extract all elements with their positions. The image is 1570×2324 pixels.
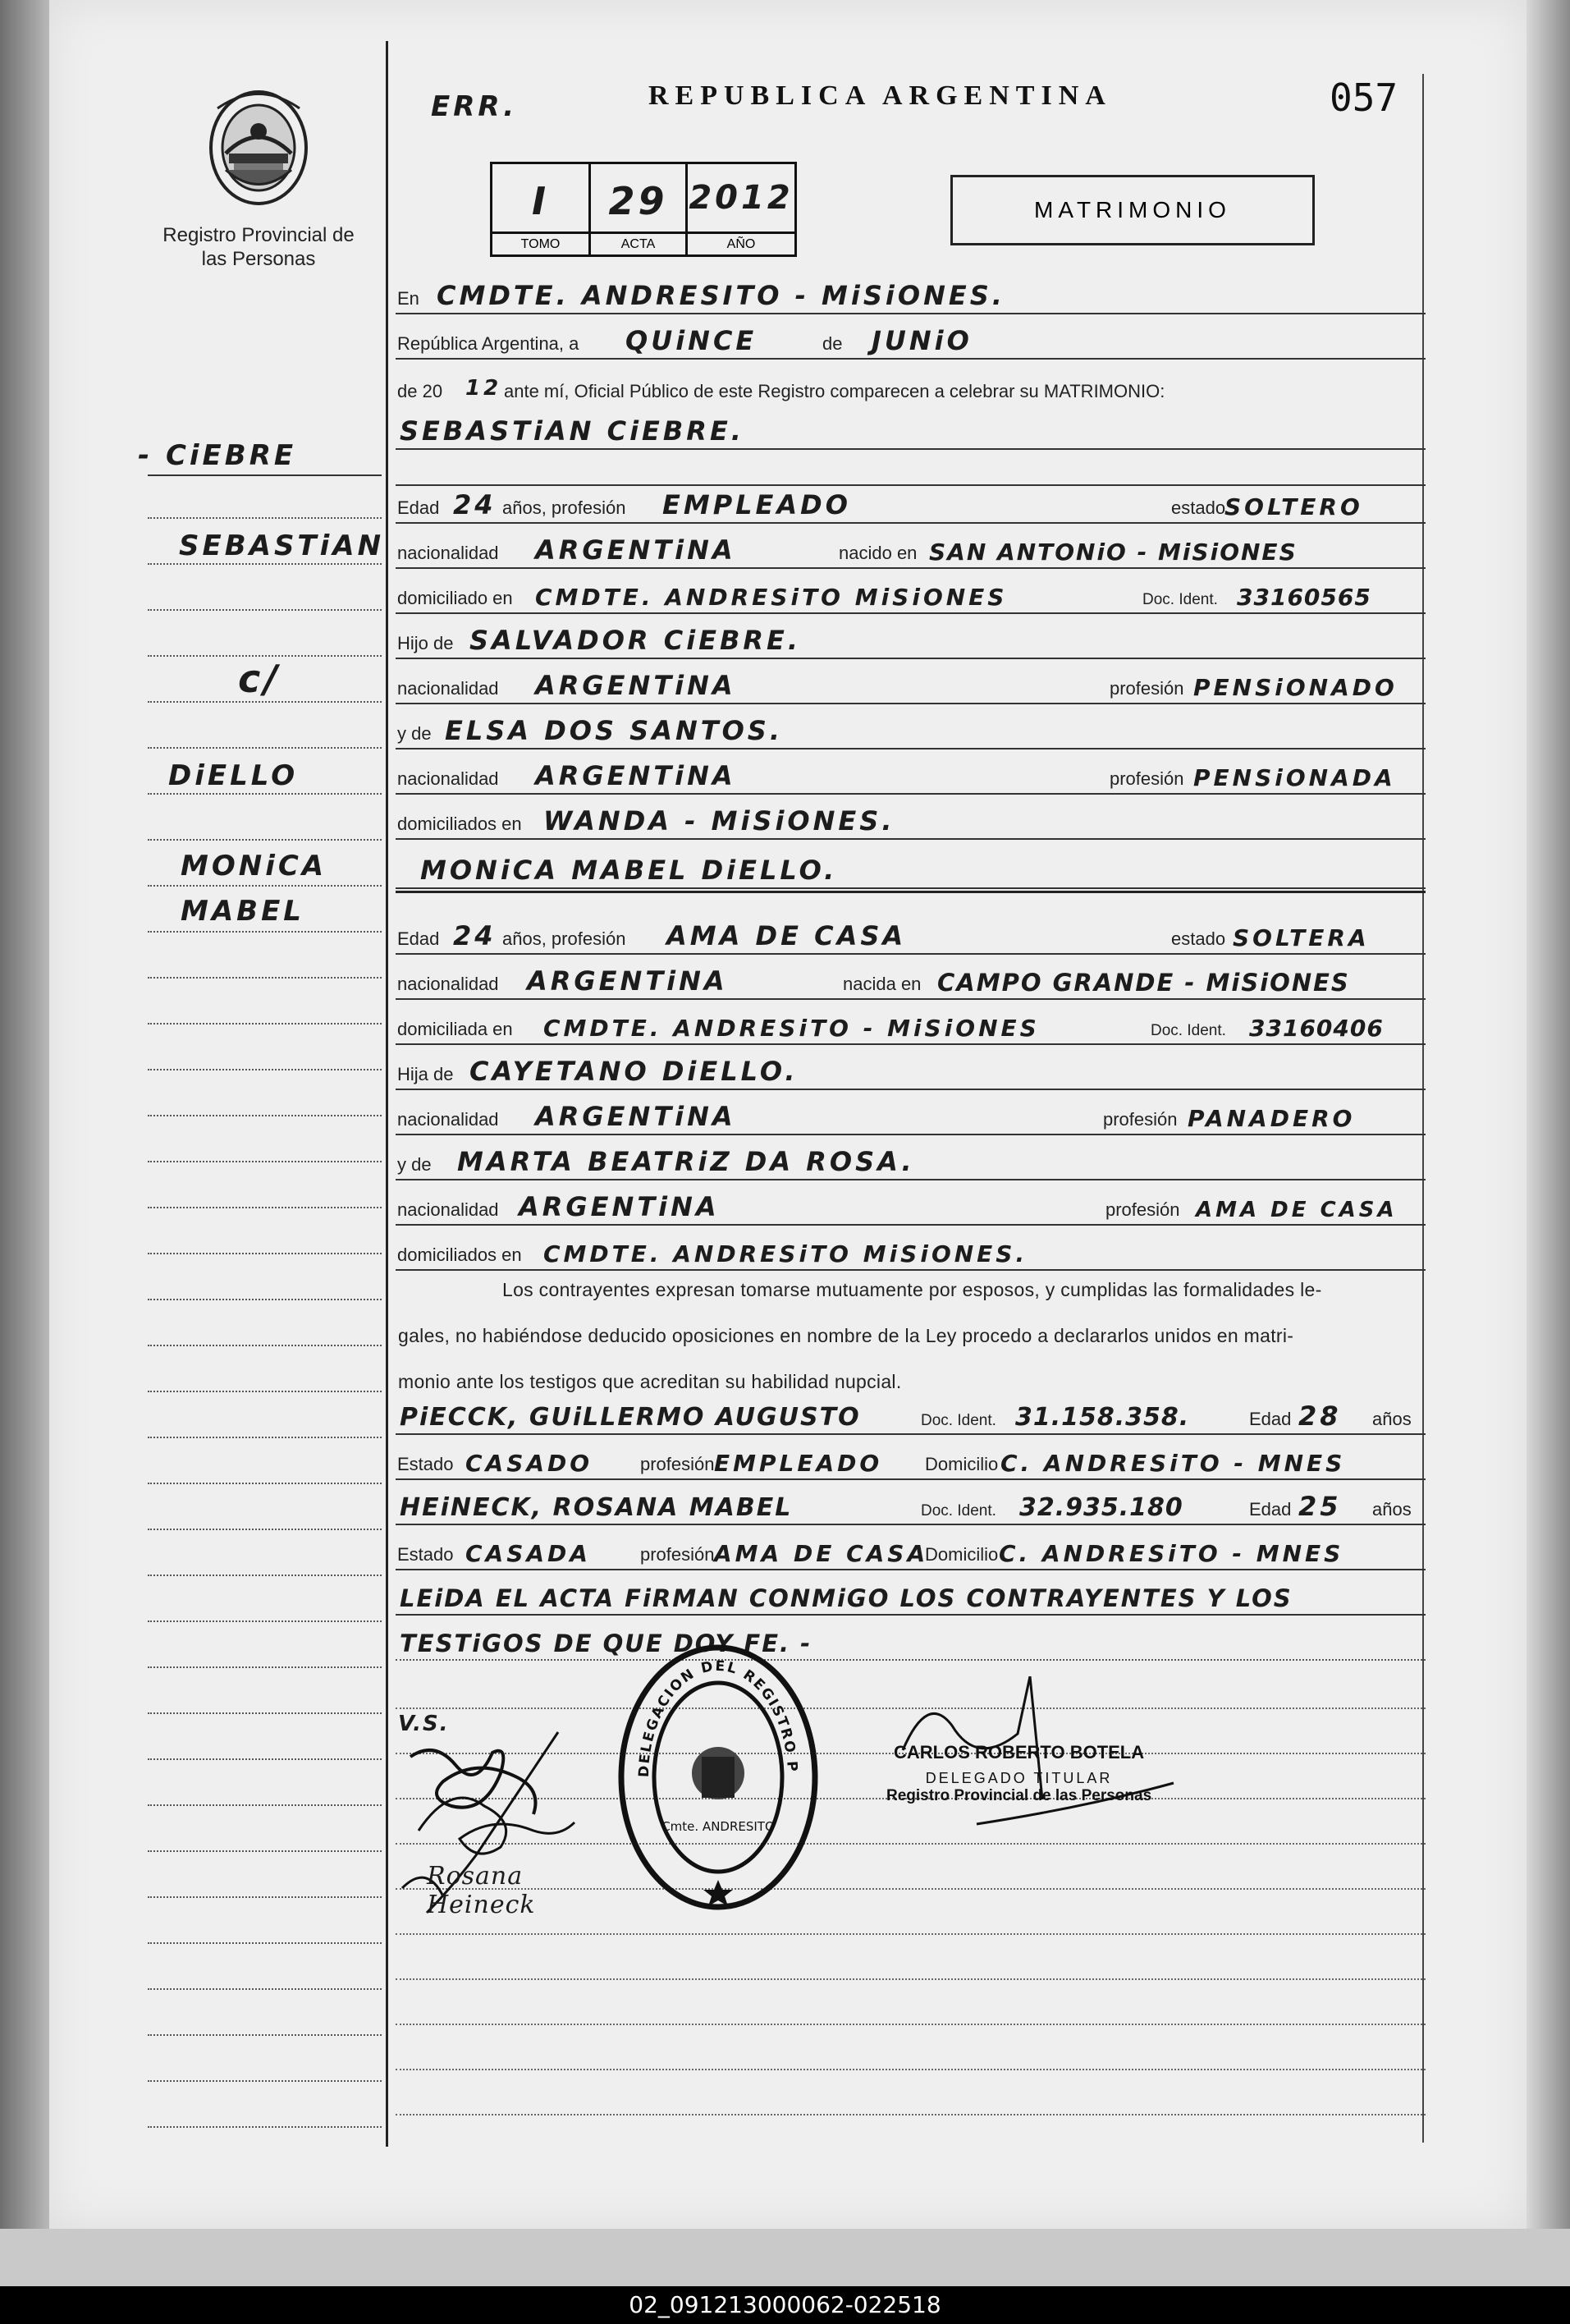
margin-dotted-line <box>148 1483 382 1484</box>
value-spouse1-name: SEBASTiAN CiEBRE. <box>400 415 744 447</box>
label-edad: Edad <box>1249 1499 1292 1520</box>
value-spouse1-mother-profession: PENSiONADA <box>1193 764 1396 791</box>
label-de-month: de <box>822 333 843 354</box>
label-nacido-en: nacido en <box>839 543 918 563</box>
value-spouse1-mother-nationality: ARGENTiNA <box>535 760 736 791</box>
acta-cell <box>591 164 688 254</box>
value-spouse1-domicile: CMDTE. ANDRESiTO MiSiONES <box>535 584 1008 611</box>
label-domiciliada-en: domiciliada en <box>397 1019 513 1039</box>
margin-dotted-line <box>148 1069 382 1070</box>
label-estado: Estado <box>397 1454 454 1474</box>
witness-signatures <box>378 1707 632 1941</box>
ruled-line <box>396 2024 1426 2025</box>
ruled-line <box>396 2069 1426 2070</box>
value-spouse1-profession: EMPLEADO <box>662 489 851 520</box>
label-doc-ident: Doc. Ident. <box>921 1412 996 1429</box>
value-witness1-age: 28 <box>1298 1400 1342 1432</box>
margin-dotted-line <box>148 1896 382 1898</box>
label-estado: Estado <box>397 1544 454 1565</box>
margin-spouse2-surname: DiELLO <box>168 759 299 792</box>
row-place <box>396 280 1426 316</box>
margin-dotted-line <box>148 609 382 611</box>
row-spouse1-dom <box>396 583 1426 616</box>
page-number: 057 <box>1330 76 1398 120</box>
row-spouse1-name <box>396 415 1426 452</box>
margin-dotted-line <box>148 1207 382 1208</box>
value-month: JUNiO <box>872 325 973 356</box>
value-closing-1: LEiDA EL ACTA FiRMAN CONMiGO LOS CONTRAYENTES Y LOS <box>400 1584 1293 1612</box>
margin-dotted-line <box>148 1529 382 1530</box>
margin-dotted-line <box>148 1712 382 1714</box>
margin-spouse2-name2: MABEL <box>181 895 304 928</box>
label-ante-mi: ante mí, Oficial Público de este Registro comparecen a celebrar su MATRIMONIO: <box>504 381 1165 401</box>
value-place: CMDTE. ANDRESITO - MiSiONES. <box>437 280 1005 311</box>
row-date <box>396 325 1426 361</box>
value-spouse2-mother: MARTA BEATRiZ DA ROSA. <box>457 1146 915 1177</box>
value-spouse2-father-nationality: ARGENTiNA <box>535 1101 736 1132</box>
value-witness1-name: PiECCK, GUiLLERMO AUGUSTO <box>400 1403 861 1432</box>
value-witness2-profession: AMA DE CASA <box>714 1540 929 1567</box>
label-domiciliados-en: domiciliados en <box>397 814 522 834</box>
value-witness2-status: CASADA <box>465 1540 591 1567</box>
value-spouse1-nationality: ARGENTiNA <box>535 534 736 566</box>
label-doc-ident: Doc. Ident. <box>921 1502 996 1520</box>
label-profesion: profesión <box>1105 1199 1180 1220</box>
vs-mark: V.S. <box>398 1712 450 1736</box>
label-profesion: profesión <box>1110 678 1184 699</box>
label-domicilio: Domicilio <box>925 1454 999 1474</box>
value-spouse2-name: MONiCA MABEL DiELLO. <box>420 855 838 886</box>
page-edge <box>1527 0 1570 2282</box>
label-nacida-en: nacida en <box>843 974 922 994</box>
margin-dotted-line <box>148 1988 382 1990</box>
value-spouse2-nationality: ARGENTiNA <box>527 965 728 997</box>
value-spouse2-age: 24 <box>453 920 497 951</box>
row-spouse2-age <box>396 920 1426 956</box>
value-witness1-profession: EMPLEADO <box>714 1450 883 1477</box>
margin-dotted-line <box>148 931 382 933</box>
row-spouse2-father-nat <box>396 1101 1426 1137</box>
label-nacionalidad: nacionalidad <box>397 1109 499 1130</box>
official-org: Registro Provincial de las Personas <box>886 1787 1152 1804</box>
row-spouse2-mother <box>396 1146 1426 1182</box>
margin-dotted-line <box>148 2080 382 2082</box>
margin-dotted-line <box>148 1023 382 1024</box>
label-anios-profesion: años, profesión <box>502 928 626 949</box>
acta-value: 29 <box>608 179 668 223</box>
reference-code: ERR. <box>431 90 518 123</box>
value-day: QUiNCE <box>625 325 758 356</box>
value-spouse1-father: SALVADOR CiEBRE. <box>469 625 802 656</box>
label-anios-profesion: años, profesión <box>502 497 626 518</box>
row-spouse2-dom <box>396 1014 1426 1047</box>
value-witness1-doc: 31.158.358. <box>1015 1403 1190 1432</box>
signature-name: Rosana Heineck <box>427 1862 536 1919</box>
label-nacionalidad: nacionalidad <box>397 974 499 994</box>
row-spouse2-nat <box>396 965 1426 1002</box>
official-title: DELEGADO TITULAR <box>925 1770 1113 1786</box>
value-spouse1-father-profession: PENSiONADO <box>1193 674 1398 701</box>
row-spouse2-mother-nat <box>396 1191 1426 1227</box>
margin-spouse1-surname: - CiEBRE <box>138 439 297 472</box>
value-spouse1-mother: ELSA DOS SANTOS. <box>445 715 783 746</box>
margin-dotted-line <box>148 1253 382 1254</box>
margin-dotted-line <box>148 1850 382 1852</box>
row-spouse2-father <box>396 1056 1426 1092</box>
value-spouse2-status: SOLTERA <box>1233 924 1370 951</box>
anio-label: AÑO <box>688 231 794 254</box>
label-nacionalidad: nacionalidad <box>397 1199 499 1220</box>
margin-dotted-line <box>148 977 382 979</box>
row-closing-2 <box>396 1630 1426 1662</box>
label-estado: estado <box>1171 497 1226 518</box>
label-edad: Edad <box>1249 1409 1292 1429</box>
label-profesion: profesión <box>640 1454 715 1474</box>
label-en: En <box>397 288 419 309</box>
margin-dotted-line <box>148 2034 382 2036</box>
value-spouse2-father-profession: PANADERO <box>1188 1105 1356 1132</box>
org-name: Registro Provincial de las Personas <box>162 224 355 270</box>
value-spouse2-father: CAYETANO DiELLO. <box>469 1056 799 1087</box>
anio-value: 2012 <box>689 179 794 217</box>
label-domiciliado-en: domiciliado en <box>397 588 513 608</box>
margin-dotted-line <box>148 563 382 565</box>
margin-dotted-line <box>148 1804 382 1806</box>
value-spouse2-birthplace: CAMPO GRANDE - MiSiONES <box>937 969 1350 997</box>
label-edad: Edad <box>397 928 440 949</box>
row-spouse1-age <box>396 489 1426 525</box>
row-witness2 <box>396 1491 1426 1527</box>
row-rule <box>396 484 1426 486</box>
label-edad: Edad <box>397 497 440 518</box>
label-domicilio: Domicilio <box>925 1544 999 1565</box>
label-estado: estado <box>1171 928 1226 949</box>
row-closing-1 <box>396 1584 1426 1617</box>
margin-dotted-line <box>148 655 382 657</box>
seal-icon <box>616 1642 821 1913</box>
value-witness1-domicile: C. ANDRESiTO - MNES <box>1000 1450 1346 1477</box>
margin-dotted-line <box>148 1666 382 1668</box>
row-spouse1-father-nat <box>396 670 1426 706</box>
value-spouse1-status: SOLTERO <box>1224 493 1363 520</box>
official-signature-block <box>886 1742 1151 1805</box>
value-spouse2-profession: AMA DE CASA <box>666 920 907 951</box>
label-domiciliados-en: domiciliados en <box>397 1245 522 1265</box>
margin-dotted-line <box>148 839 382 841</box>
label-anios: años <box>1372 1499 1412 1520</box>
label-profesion: profesión <box>640 1544 715 1565</box>
margin-dotted-line <box>148 1758 382 1760</box>
section-rule <box>396 891 1426 893</box>
official-stamp <box>616 1642 821 1917</box>
margin-dotted-line <box>148 1942 382 1944</box>
label-anios: años <box>1372 1409 1412 1429</box>
value-year-suffix: 12 <box>465 376 502 401</box>
label-nacionalidad: nacionalidad <box>397 678 499 699</box>
row-spouse1-mother <box>396 715 1426 751</box>
margin-dotted-line <box>148 1437 382 1438</box>
value-spouse1-age: 24 <box>453 489 497 520</box>
value-spouse1-parents-domicile: WANDA - MiSiONES. <box>543 805 895 837</box>
row-witness2-details <box>396 1539 1426 1572</box>
label-nacionalidad: nacionalidad <box>397 543 499 563</box>
margin-dotted-line <box>148 701 382 703</box>
label-nacionalidad: nacionalidad <box>397 768 499 789</box>
ruled-line <box>396 2114 1426 2115</box>
value-witness2-doc: 32.935.180 <box>1019 1493 1183 1522</box>
row-parents2-dom <box>396 1240 1426 1272</box>
value-witness2-domicile: C. ANDRESiTO - MNES <box>999 1540 1344 1567</box>
tomo-label: TOMO <box>492 231 588 254</box>
margin-rule <box>148 474 382 476</box>
margin-dotted-line <box>148 517 382 519</box>
row-spouse1-nat <box>396 534 1426 571</box>
row-parents1-dom <box>396 805 1426 841</box>
label-doc-ident: Doc. Ident. <box>1151 1022 1226 1039</box>
margin-dotted-line <box>148 885 382 887</box>
value-spouse1-father-nationality: ARGENTiNA <box>535 670 736 701</box>
label-hijo-de: Hijo de <box>397 633 454 653</box>
tomo-cell <box>492 164 591 254</box>
scan-bottom-margin <box>0 2229 1570 2286</box>
margin-dotted-line <box>148 2126 382 2128</box>
value-spouse1-birthplace: SAN ANTONiO - MiSiONES <box>929 539 1298 566</box>
row-spouse2-name <box>396 855 1426 891</box>
value-spouse2-parents-domicile: CMDTE. ANDRESiTO MiSiONES. <box>543 1240 1028 1267</box>
value-spouse2-doc: 33160406 <box>1249 1015 1384 1042</box>
margin-dotted-line <box>148 793 382 795</box>
label-y-de: y de <box>397 723 432 744</box>
value-witness2-age: 25 <box>1298 1491 1342 1522</box>
value-spouse1-doc: 33160565 <box>1237 584 1371 611</box>
margin-spouse2-name1: MONiCA <box>181 850 327 882</box>
value-spouse2-domicile: CMDTE. ANDRESiTO - MiSiONES <box>543 1015 1040 1042</box>
value-spouse2-mother-nationality: ARGENTiNA <box>519 1191 720 1222</box>
province-emblem <box>201 84 316 211</box>
margin-spouse1-name: SEBASTiAN <box>179 529 385 562</box>
stamp-center-text: Cmte. ANDRESITO <box>661 1819 775 1834</box>
anio-cell <box>688 164 794 254</box>
tomo-value: I <box>531 179 550 223</box>
country-title: REPUBLICA ARGENTINA <box>648 80 1112 111</box>
value-spouse2-mother-profession: AMA DE CASA <box>1196 1198 1398 1222</box>
label-profesion: profesión <box>1103 1109 1178 1130</box>
row-witness1 <box>396 1400 1426 1437</box>
label-doc-ident: Doc. Ident. <box>1142 591 1218 608</box>
row-spouse1-mother-nat <box>396 760 1426 796</box>
value-witness1-status: CASADO <box>465 1450 593 1477</box>
margin-dotted-line <box>148 1115 382 1116</box>
label-republica: República Argentina, a <box>397 333 579 354</box>
record-type: MATRIMONIO <box>950 175 1315 245</box>
scan-id: 02_091213000062-022518 <box>0 2286 1570 2324</box>
declaration-line-2: gales, no habiéndose deducido oposiciones en nombre de la Ley procedo a declararlos unidos en matri- <box>398 1325 1294 1346</box>
declaration-line-1: Los contrayentes expresan tomarse mutuamente por esposos, y cumplidas las formalidades le- <box>502 1279 1322 1300</box>
margin-dotted-line <box>148 1161 382 1162</box>
margin-dotted-line <box>148 747 382 749</box>
value-closing-2: TESTiGOS DE QUE DOY FE. - <box>400 1630 812 1657</box>
label-hija-de: Hija de <box>397 1064 454 1084</box>
label-y-de: y de <box>397 1154 432 1175</box>
acta-label: ACTA <box>591 231 685 254</box>
declaration-line-3: monio ante los testigos que acreditan su habilidad nupcial. <box>398 1371 902 1392</box>
margin-connector: c/ <box>238 657 282 701</box>
registry-box <box>490 162 797 257</box>
value-witness2-name: HEiNECK, ROSANA MABEL <box>400 1493 793 1522</box>
official-name: CARLOS ROBERTO BOTELA <box>893 1742 1145 1762</box>
margin-dotted-line <box>148 1345 382 1346</box>
row-spouse1-father <box>396 625 1426 661</box>
margin-dotted-line <box>148 1391 382 1392</box>
row-witness1-details <box>396 1449 1426 1482</box>
row-year <box>396 376 1426 409</box>
book-spine <box>0 0 49 2229</box>
coat-of-arms-icon <box>201 84 316 207</box>
margin-dotted-line <box>148 1575 382 1576</box>
ruled-line <box>396 1978 1426 1980</box>
margin-dotted-line <box>148 1299 382 1300</box>
label-de-20: de 20 <box>397 381 443 401</box>
label-profesion: profesión <box>1110 768 1184 789</box>
margin-dotted-line <box>148 1620 382 1622</box>
stamp-ring-text: DELEGACION DEL REGISTRO P <box>635 1657 801 1778</box>
